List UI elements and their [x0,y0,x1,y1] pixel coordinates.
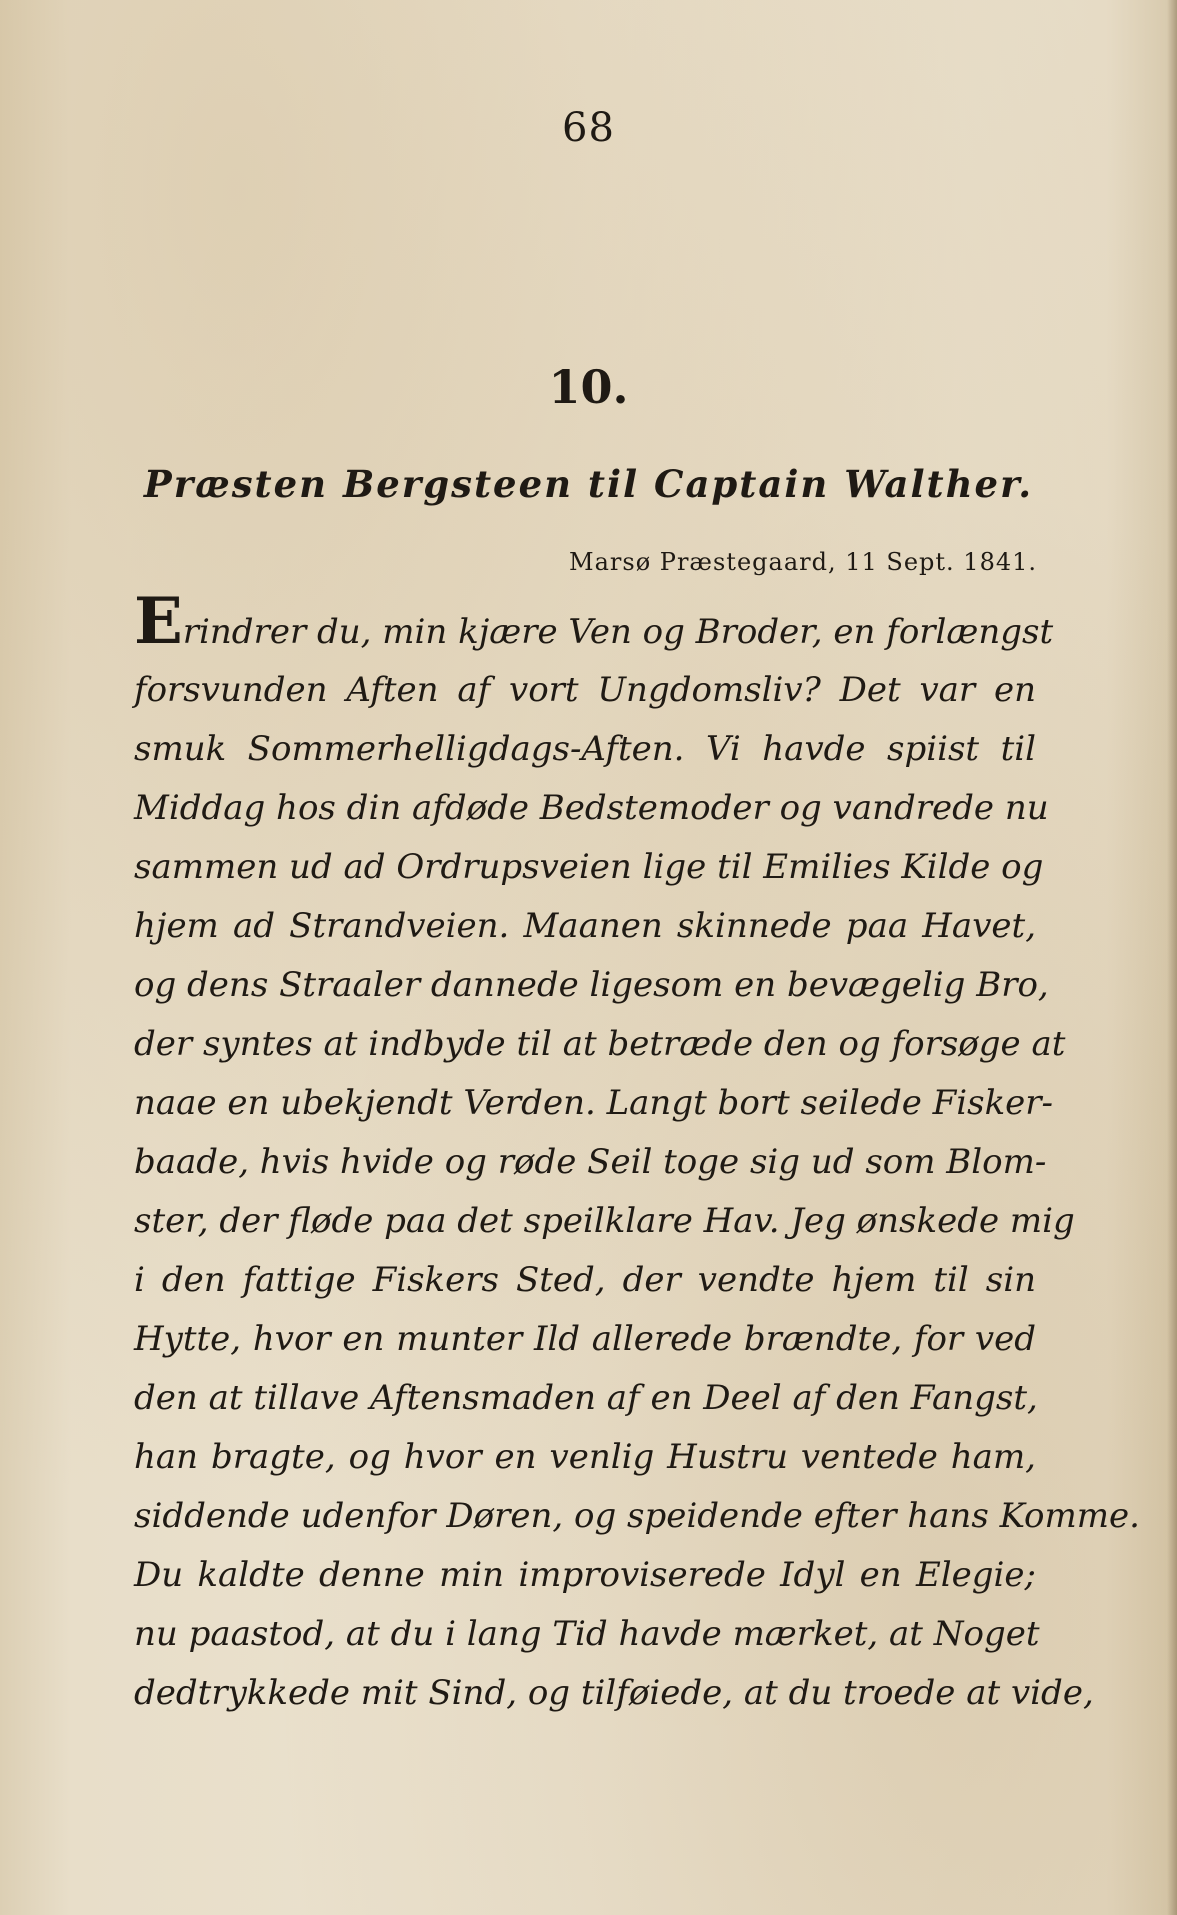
text-line: han bragte, og hvor en venlig Hustru ventede ham, [134,1437,1036,1477]
text-line: Erindrer du, min kjære Ven og Broder, en forlængst [134,584,1054,659]
chapter-number: 10. [548,360,629,414]
page-number: 68 [562,105,615,151]
text-line: og dens Straaler dannede ligesom en bevægelig Bro, [134,965,1049,1005]
text-line: sammen ud ad Ordrupsveien lige til Emilies Kilde og [134,847,1044,887]
text-line: naae en ubekjendt Verden. Langt bort seilede Fisker- [134,1083,1054,1123]
text-line: baade, hvis hvide og røde Seil toge sig ud som Blom- [134,1142,1047,1182]
text-line: hjem ad Strandveien. Maanen skinnede paa Havet, [134,906,1036,946]
text-line: Hytte, hvor en munter Ild allerede brændte, for ved [134,1319,1036,1359]
letter-title: Præsten Bergsteen til Captain Walther. [143,462,1034,506]
text-line: smuk Sommerhelligdags-Aften. Vi havde spiist til [134,729,1036,769]
body-text [134,584,1140,1723]
text-line: siddende udenfor Døren, og speidende efter hans Komme. [134,1496,1140,1536]
text-line: dedtrykkede mit Sind, og tilføiede, at du troede at vide, [134,1673,1094,1713]
text-line: nu paastod, at du i lang Tid havde mærket, at Noget [134,1614,1040,1654]
text-line: der syntes at indbyde til at betræde den og forsøge at [134,1024,1066,1064]
text-line: den at tillave Aftensmaden af en Deel af den Fangst, [134,1378,1038,1418]
text-line: ster, der fløde paa det speilklare Hav. Jeg ønskede mig [134,1201,1075,1241]
text-line: Middag hos din afdøde Bedstemoder og vandrede nu [134,788,1049,828]
text-line: forsvunden Aften af vort Ungdomsliv? Det var en [134,670,1036,710]
letter-place-date: Marsø Præstegaard, 11 Sept. 1841. [569,548,1037,576]
text-line: i den fattige Fiskers Sted, der vendte hjem til sin [134,1260,1036,1300]
page-edge-shadow [1167,0,1177,1915]
text-line: Du kaldte denne min improviserede Idyl en Elegie; [134,1555,1036,1595]
